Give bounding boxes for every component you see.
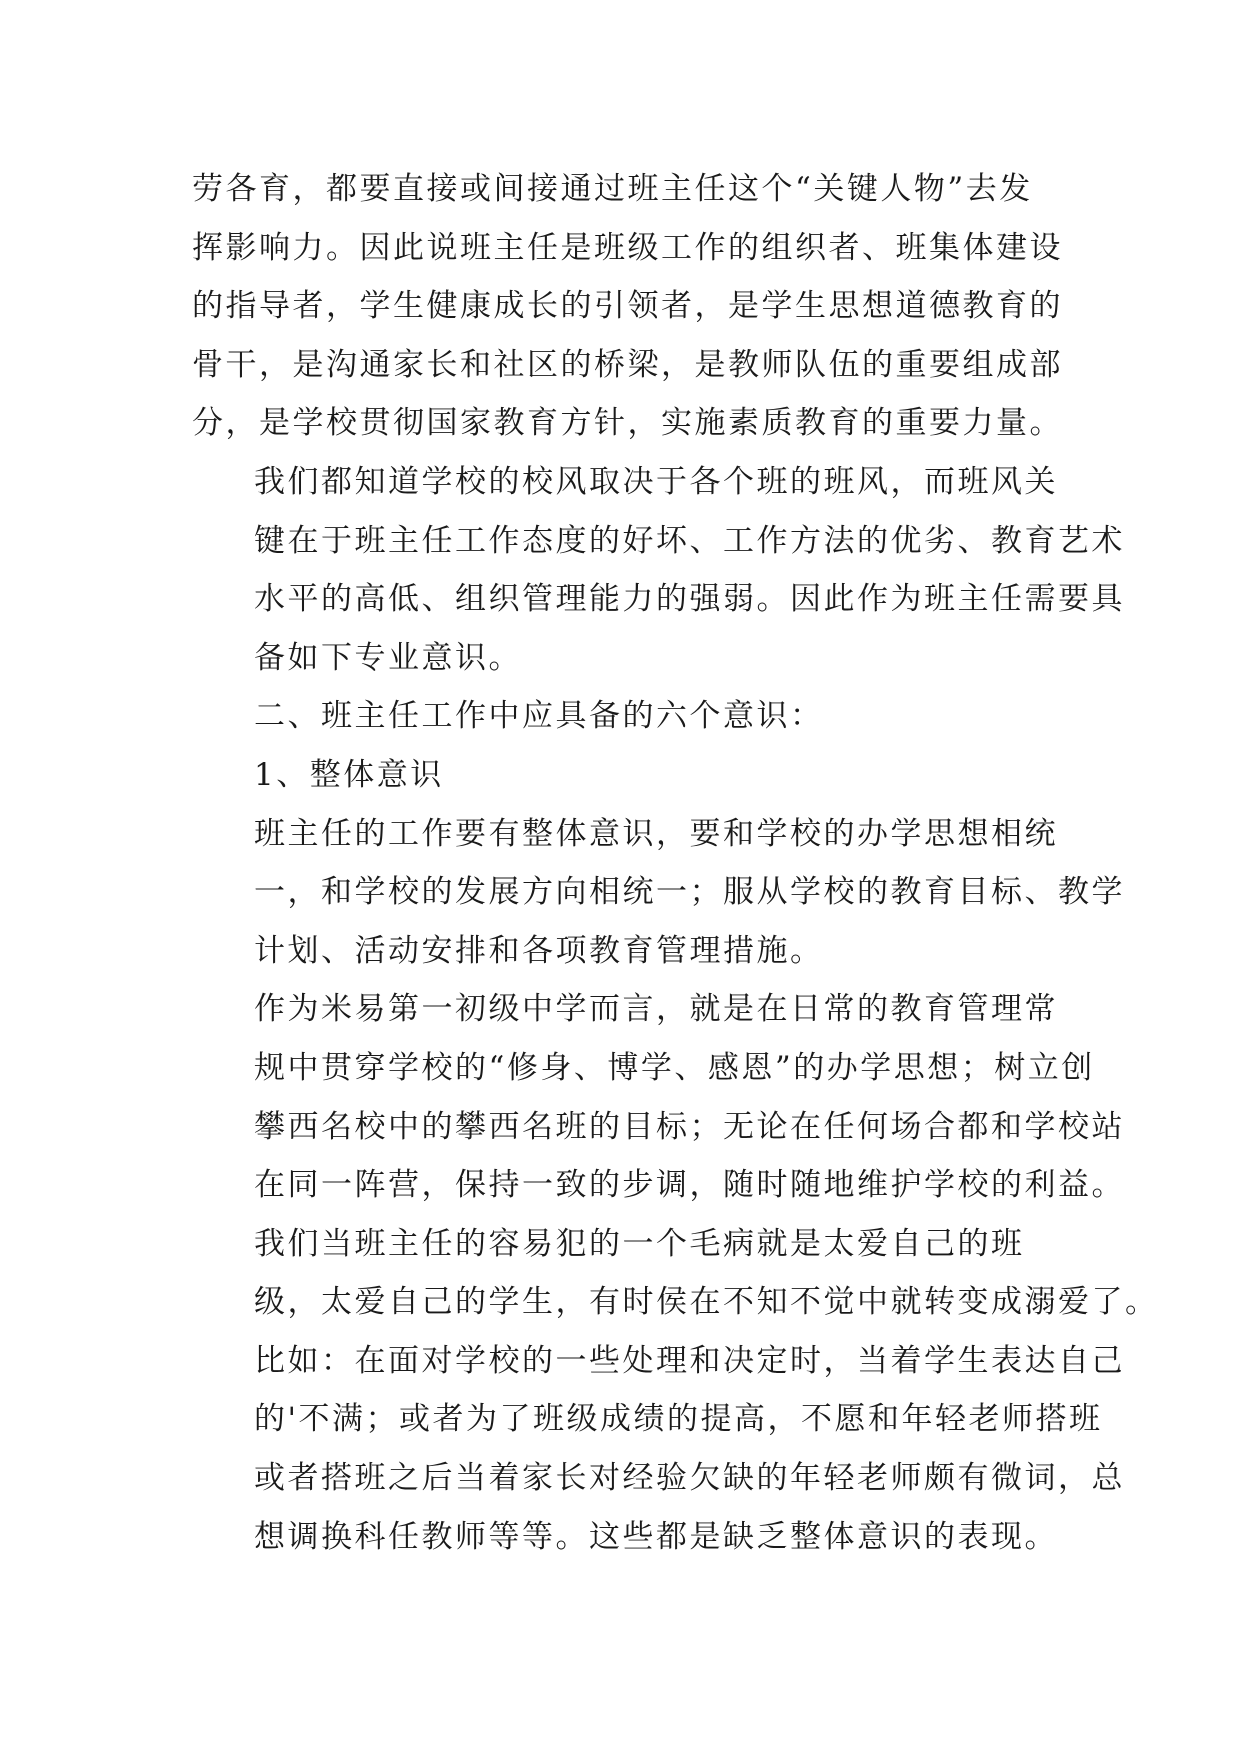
text-line: 1、整体意识 <box>254 756 444 793</box>
text-line: 备如下专业意识。 <box>254 639 522 676</box>
paragraph <box>192 805 1125 981</box>
text-line: 挥影响力。因此说班主任是班级工作的组织者、班集体建设 <box>192 229 1063 266</box>
text-line: 比如：在面对学校的一些处理和决定时，当着学生表达自己 <box>254 1342 1125 1379</box>
paragraph <box>192 453 1125 687</box>
text-line: 在同一阵营，保持一致的步调，随时随地维护学校的利益。 <box>254 1167 1125 1204</box>
paragraph <box>192 1215 1159 1567</box>
text-line: 班主任的工作要有整体意识，要和学校的办学思想相统 <box>254 815 1058 852</box>
text-line: 级，太爱自己的学生，有时侯在不知不觉中就转变成溺爱了。 <box>254 1284 1159 1321</box>
text-line: 作为米易第一初级中学而言，就是在日常的教育管理常 <box>254 991 1058 1028</box>
text-line: 我们当班主任的容易犯的一个毛病就是太爱自己的班 <box>254 1225 1025 1262</box>
text-line: 二、班主任工作中应具备的六个意识： <box>254 698 824 735</box>
text-line: 键在于班主任工作态度的好坏、工作方法的优劣、教育艺术 <box>254 522 1125 559</box>
text-line: 计划、活动安排和各项教育管理措施。 <box>254 932 824 969</box>
paragraph <box>192 687 1072 746</box>
text-line: 劳各育，都要直接或间接通过班主任这个“关键人物”去发 <box>192 171 1033 207</box>
text-line: 一，和学校的发展方向相统一；服从学校的教育目标、教学 <box>254 874 1125 911</box>
text-line: 想调换科任教师等等。这些都是缺乏整体意识的表现。 <box>254 1518 1058 1555</box>
text-line: 或者搭班之后当着家长对经验欠缺的年轻老师颇有微词，总 <box>254 1460 1125 1497</box>
text-line: 水平的高低、组织管理能力的强弱。因此作为班主任需要具 <box>254 581 1125 618</box>
paragraph <box>192 980 1125 1214</box>
text-line: 的指导者，学生健康成长的引领者，是学生思想道德教育的 <box>192 288 1063 325</box>
text-line: 骨干，是沟通家长和社区的桥梁，是教师队伍的重要组成部 <box>192 346 1063 383</box>
paragraph <box>192 746 1072 805</box>
text-line: 的'不满；或者为了班级成绩的提高，不愿和年轻老师搭班 <box>254 1401 1103 1438</box>
paragraph <box>192 160 1072 453</box>
text-line: 规中贯穿学校的“修身、博学、感恩”的办学思想；树立创 <box>254 1049 1095 1086</box>
document-body <box>192 160 1159 1566</box>
text-line: 攀西名校中的攀西名班的目标；无论在任何场合都和学校站 <box>254 1108 1125 1145</box>
text-line: 我们都知道学校的校风取决于各个班的班风，而班风关 <box>254 463 1058 500</box>
text-line: 分，是学校贯彻国家教育方针，实施素质教育的重要力量。 <box>192 405 1063 442</box>
